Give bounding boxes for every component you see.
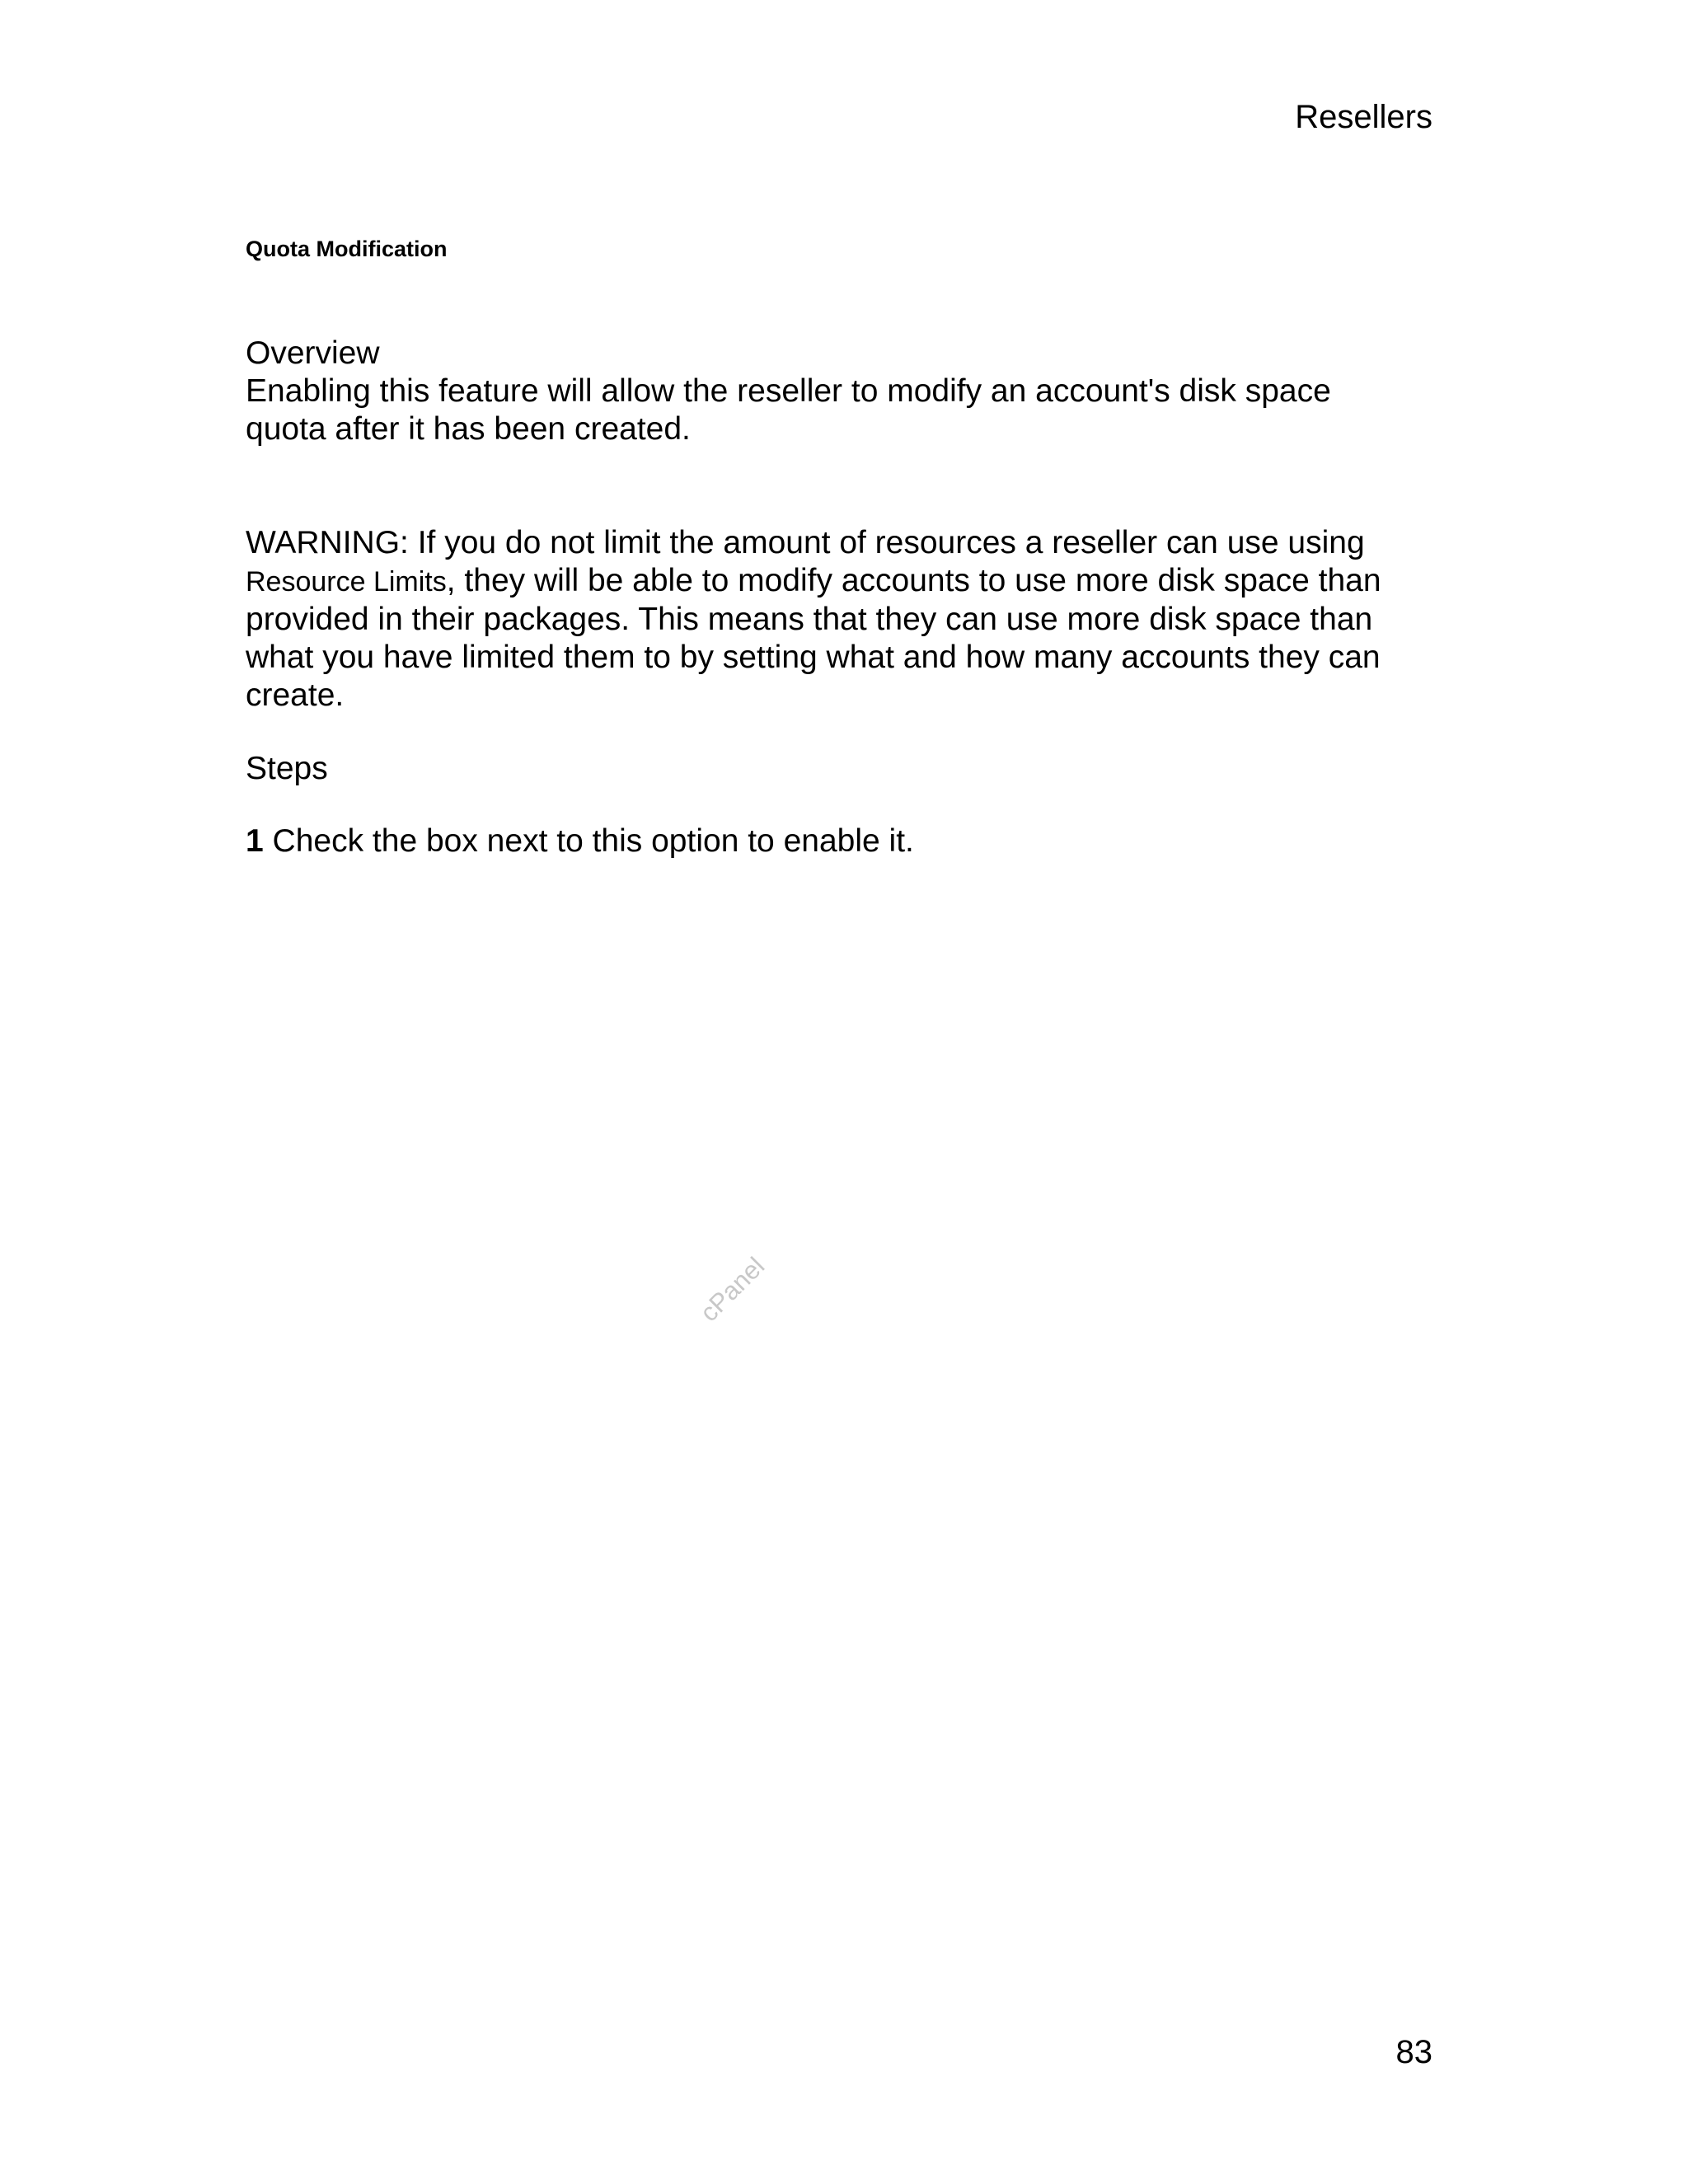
warning-text-line [246,562,1449,601]
warning-text-line: what you have limited them to by setting what and how many accounts they can [246,640,1381,675]
steps-heading: Steps [246,751,328,786]
overview-section [246,335,1449,448]
running-header: Resellers [1295,99,1432,135]
overview-text-line: quota after it has been created. [246,411,691,447]
overview-text-line: Enabling this feature will allow the reseller to modify an account's disk space [246,373,1331,409]
warning-text-line: create. [246,677,345,713]
warning-text-line: provided in their packages. This means that they can use more disk space than [246,602,1373,637]
page-number: 83 [1395,2034,1432,2070]
step-number: 1 [246,823,264,859]
resource-limits-term: Resource Limits [246,566,447,598]
step-text: Check the box next to this option to enable it. [263,823,914,859]
step-item [246,823,1449,860]
section-title: Quota Modification [246,237,448,261]
warning-text-fragment: , they will be able to modify accounts to use more disk space than [446,563,1381,598]
warning-paragraph [246,524,1449,715]
warning-text-line: WARNING: If you do not limit the amount of resources a reseller can use using [246,525,1365,560]
cpanel-watermark: cPanel [694,1251,771,1328]
overview-heading: Overview [246,335,380,371]
